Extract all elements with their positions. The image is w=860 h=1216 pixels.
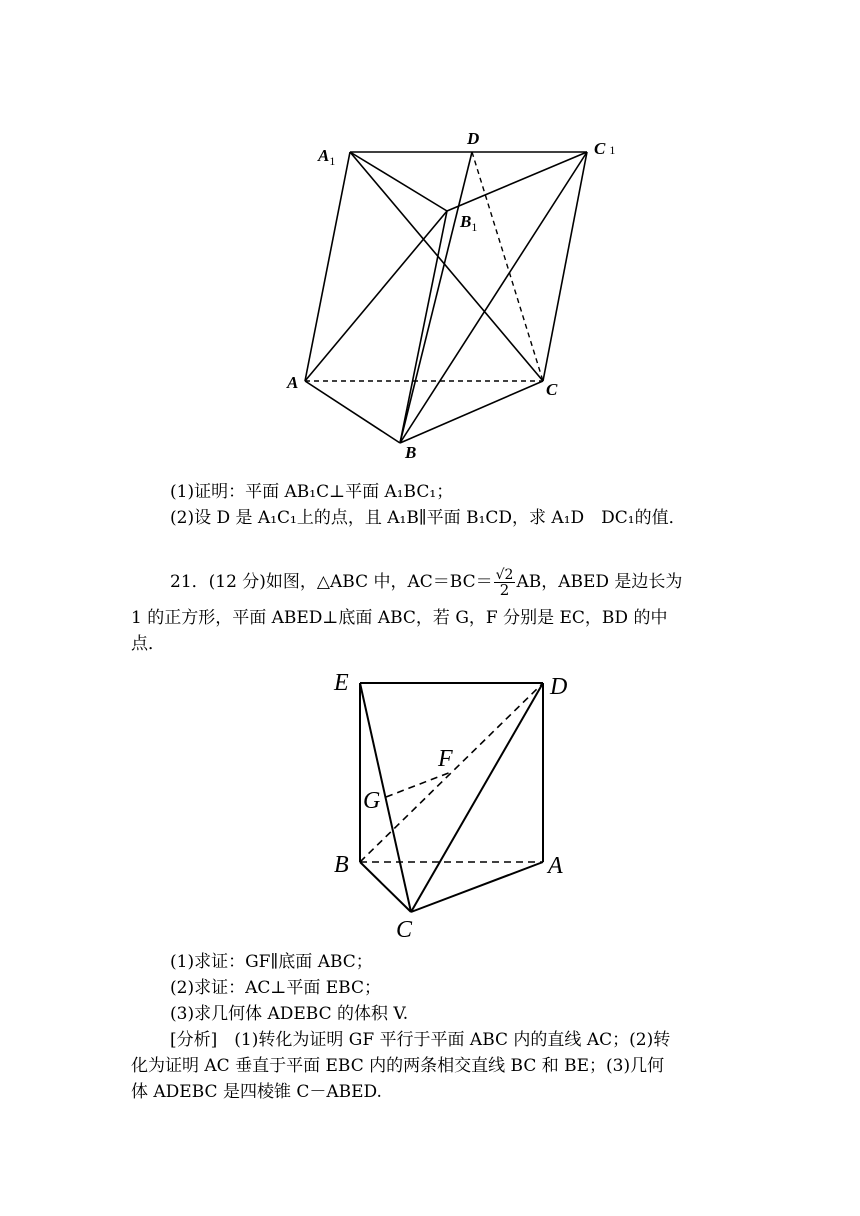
label-B: B	[405, 443, 417, 462]
problem21-intro-line3: 点．	[131, 634, 165, 654]
label-B: B	[334, 852, 349, 878]
analysis-line1: [分析] (1)转化为证明 GF 平行于平面 ABC 内的直线 AC；(2)转	[170, 1030, 671, 1050]
label-C1: C 1	[594, 139, 616, 158]
analysis-line3: 体 ADEBC 是四棱锥 C－ABED.	[131, 1082, 382, 1102]
problem21-q1: (1)求证：GF∥底面 ABC；	[170, 952, 373, 972]
edge-B-B1	[400, 211, 447, 443]
edge-A1-B1	[350, 152, 447, 211]
label-D: D	[467, 129, 480, 148]
figure-pyramid	[325, 665, 585, 945]
label-F: F	[438, 746, 453, 772]
problem21-intro-a: 21．(12 分)如图，△ABC 中，AC＝BC＝	[170, 572, 493, 592]
problem21-intro	[170, 560, 682, 604]
label-C: C	[396, 917, 413, 943]
edge-A1-A	[305, 152, 350, 381]
edge-B-C	[360, 862, 411, 912]
fraction-numerator: √2	[495, 567, 514, 583]
label-A: A	[287, 373, 299, 392]
label-E: E	[334, 670, 349, 696]
segment-G-F-hidden	[386, 772, 451, 797]
problem20-q2: (2)设 D 是 A₁C₁上的点，且 A₁B∥平面 B₁CD，求 A₁D DC₁的值．	[170, 508, 686, 528]
problem21-intro-b: AB，ABED 是边长为	[516, 572, 683, 592]
label-B1: $B_1$	[460, 212, 478, 234]
label-G: G	[363, 788, 381, 814]
problem21-intro-line2: 1 的正方形，平面 ABED⊥底面 ABC，若 G，F 分别是 EC，BD 的中	[131, 608, 668, 628]
edge-D-B	[400, 152, 472, 443]
label-C: C	[546, 380, 558, 399]
problem21-q3: (3)求几何体 ADEBC 的体积 V.	[170, 1004, 409, 1024]
label-A1: $A_1$	[318, 146, 336, 168]
edge-C1-B1	[447, 152, 587, 211]
figure-prism	[280, 120, 640, 470]
problem21-q2: (2)求证：AC⊥平面 EBC；	[170, 978, 381, 998]
label-D: D	[550, 674, 568, 700]
fraction-sqrt2-over-2	[494, 568, 516, 597]
label-A: A	[548, 853, 563, 879]
edge-A-B	[305, 381, 400, 443]
fraction-denominator: 2	[499, 581, 510, 599]
analysis-line2: 化为证明 AC 垂直于平面 EBC 内的两条相交直线 BC 和 BE；(3)几何	[131, 1056, 665, 1076]
edge-B-C	[400, 381, 543, 443]
edge-A-B1	[305, 211, 447, 381]
edge-A-C	[411, 862, 543, 912]
edge-B-D-hidden	[360, 683, 543, 862]
problem20-q1: (1)证明：平面 AB₁C⊥平面 A₁BC₁；	[170, 482, 454, 502]
edge-D-C	[411, 683, 543, 912]
